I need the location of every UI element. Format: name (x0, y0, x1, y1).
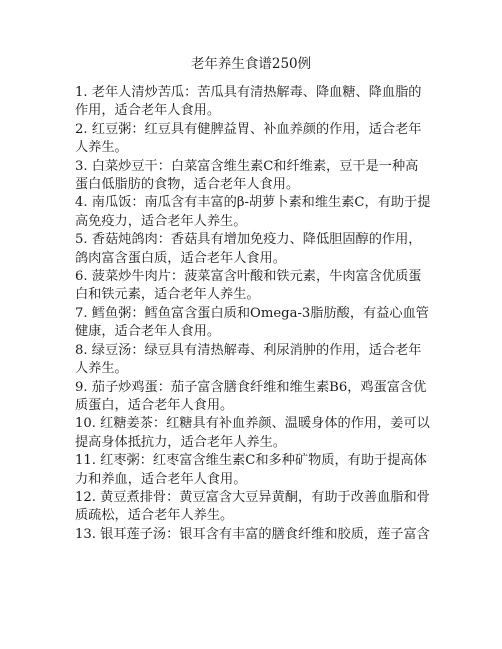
recipe-entry: 11. 红枣粥：红枣富含维生素C和多种矿物质，有助于提高体力和养血，适合老年人食用。 (75, 453, 427, 487)
document-title: 老年养生食谱250例 (190, 56, 312, 72)
recipe-entry: 5. 香菇炖鸽肉：香菇具有增加免疫力、降低胆固醇的作用，鸽肉富含蛋白质，适合老年人食用。 (75, 232, 422, 266)
recipe-entry: 7. 鳕鱼粥：鳕鱼富含蛋白质和Omega-3脂肪酸，有益心血管健康，适合老年人食用。 (75, 305, 429, 340)
recipe-entry: 6. 菠菜炒牛肉片：菠菜富含叶酸和铁元素，牛肉富含优质蛋白和铁元素，适合老年人养生。 (75, 269, 422, 303)
recipe-entry: 8. 绿豆汤：绿豆具有清热解毒、利尿消肿的作用，适合老年人养生。 (75, 342, 422, 377)
recipe-entry: 12. 黄豆煮排骨：黄豆富含大豆异黄酮，有助于改善血脂和骨质疏松，适合老年人养生。 (75, 489, 430, 524)
recipe-entry: 9. 茄子炒鸡蛋：茄子富含膳食纤维和维生素B6，鸡蛋富含优质蛋白，适合老年人食用。 (75, 379, 427, 413)
recipe-entry: 13. 银耳莲子汤：银耳含有丰富的膳食纤维和胶质，莲子富含 (75, 526, 430, 542)
recipe-entry: 1. 老年人清炒苦瓜：苦瓜具有清热解毒、降血糖、降血脂的作用，适合老年人食用。 (75, 85, 422, 119)
recipe-list (75, 84, 431, 544)
recipe-entry: 10. 红糖姜茶：红糖具有补血养颜、温暖身体的作用，姜可以提高身体抵抗力，适合老年人养生。 (75, 416, 430, 450)
recipe-entry: 4. 南瓜饭：南瓜含有丰富的β-胡萝卜素和维生素C，有助于提高免疫力，适合老年人养生。 (75, 195, 431, 229)
recipe-entry: 2. 红豆粥：红豆具有健脾益胃、补血养颜的作用，适合老年人养生。 (75, 121, 422, 156)
recipe-entry: 3. 白菜炒豆干：白菜富含维生素C和纤维素，豆干是一种高蛋白低脂肪的食物，适合老年人食用。 (75, 158, 419, 193)
